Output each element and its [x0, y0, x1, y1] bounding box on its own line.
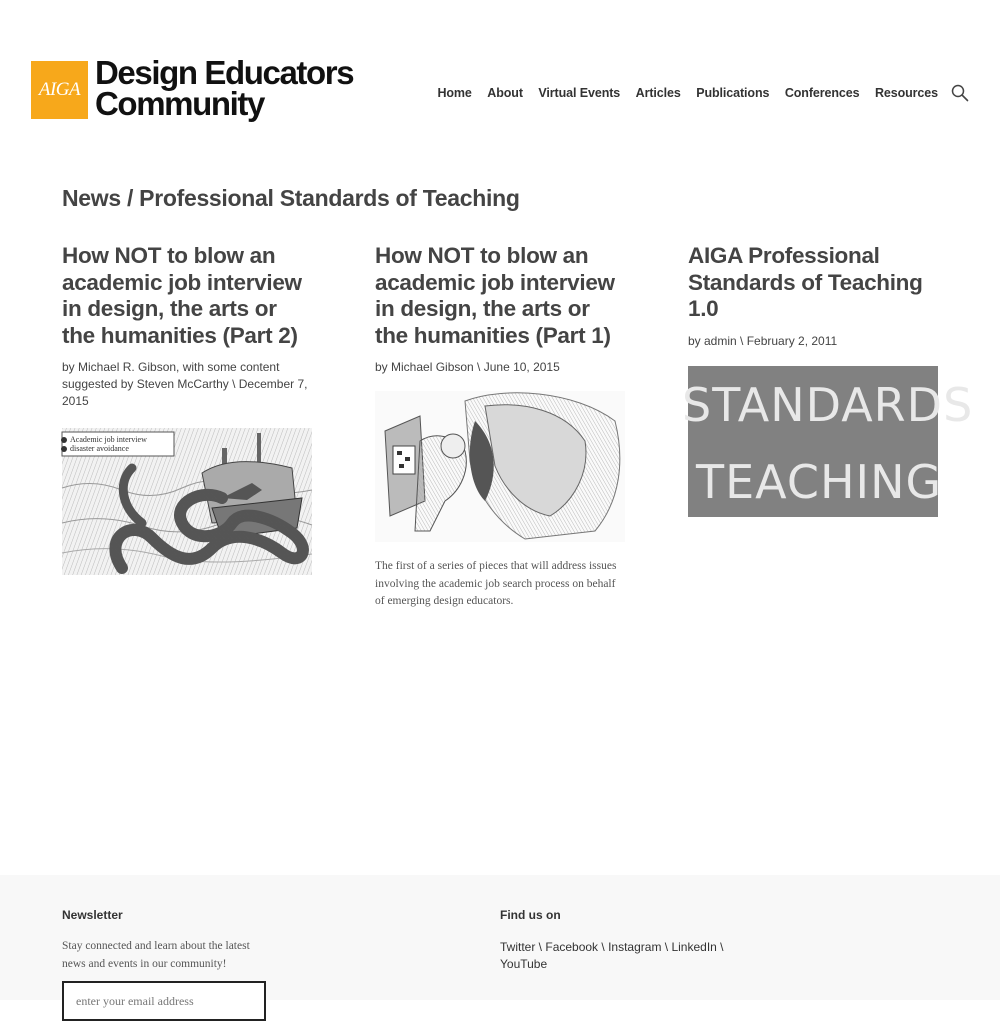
site-header [0, 0, 1000, 160]
separator: \ [598, 940, 609, 954]
social-link-instagram[interactable]: Instagram [608, 940, 662, 954]
chalk-text-line-2: TEACHING [696, 454, 943, 509]
newsletter-text: Stay connected and learn about the latest news and events in our community! [62, 940, 250, 970]
site-footer [0, 875, 1000, 1000]
search-icon[interactable] [951, 84, 969, 102]
nav-virtual-events[interactable]: Virtual Events [538, 86, 621, 100]
post-thumbnail-engraving[interactable] [375, 391, 625, 542]
social-link-twitter[interactable]: Twitter [500, 940, 536, 954]
social-heading: Find us on [500, 908, 561, 922]
post-title-link[interactable]: AIGA Professional Standards of Teaching 1.0 [688, 243, 923, 321]
post-card [682, 243, 974, 517]
page-title: News / Professional Standards of Teaching [62, 185, 520, 211]
post-byline: by Michael Gibson \ June 10, 2015 [375, 360, 560, 374]
post-title [375, 243, 627, 349]
post-card [375, 243, 627, 611]
post-title-link[interactable]: How NOT to blow an academic job interview in design, the arts or the humanities (Part 2) [62, 243, 302, 348]
nav-about[interactable]: About [487, 86, 523, 100]
post-title-link[interactable]: How NOT to blow an academic job interview in design, the arts or the humanities (Part 1) [375, 243, 615, 348]
post-card [62, 243, 314, 575]
aiga-logo-mark: AIGA [31, 61, 88, 119]
nav-home[interactable]: Home [437, 86, 472, 100]
post-thumbnail-chalkboard[interactable] [682, 366, 974, 517]
newsletter-heading: Newsletter [62, 908, 123, 922]
site-logo[interactable] [31, 54, 354, 122]
logo-line-2: Community [95, 85, 264, 122]
nav-conferences[interactable]: Conferences [784, 86, 860, 100]
email-field[interactable] [62, 981, 266, 1021]
post-thumbnail-sea-serpent[interactable] [62, 428, 312, 575]
separator: \ [535, 940, 546, 954]
chalk-text-line-1: STANDARDS [682, 377, 974, 432]
logo-line-1: Design Educators [95, 54, 354, 91]
logo-wordmark [95, 54, 354, 122]
post-byline: by Michael R. Gibson, with some content suggested by Steven McCarthy \ December 7, 2015 [62, 360, 308, 408]
separator: \ [716, 940, 724, 954]
social-link-facebook[interactable]: Facebook [545, 940, 599, 954]
social-links [500, 939, 740, 973]
nav-resources[interactable]: Resources [874, 86, 938, 100]
nav-publications[interactable]: Publications [696, 86, 770, 100]
thumbnail-caption-line-1: Academic job interview [70, 435, 147, 444]
social-link-linkedin[interactable]: LinkedIn [671, 940, 717, 954]
post-byline: by admin \ February 2, 2011 [688, 333, 838, 348]
nav-articles[interactable]: Articles [635, 86, 681, 100]
post-title [62, 243, 314, 349]
post-excerpt: The first of a series of pieces that will address issues involving the academic job search process on behalf of emerging design educators. [375, 560, 617, 607]
separator: \ [661, 940, 672, 954]
thumbnail-caption-line-2: disaster avoidance [70, 444, 129, 453]
social-link-youtube[interactable]: YouTube [500, 957, 548, 971]
post-title [688, 243, 940, 323]
main-nav [437, 86, 938, 100]
